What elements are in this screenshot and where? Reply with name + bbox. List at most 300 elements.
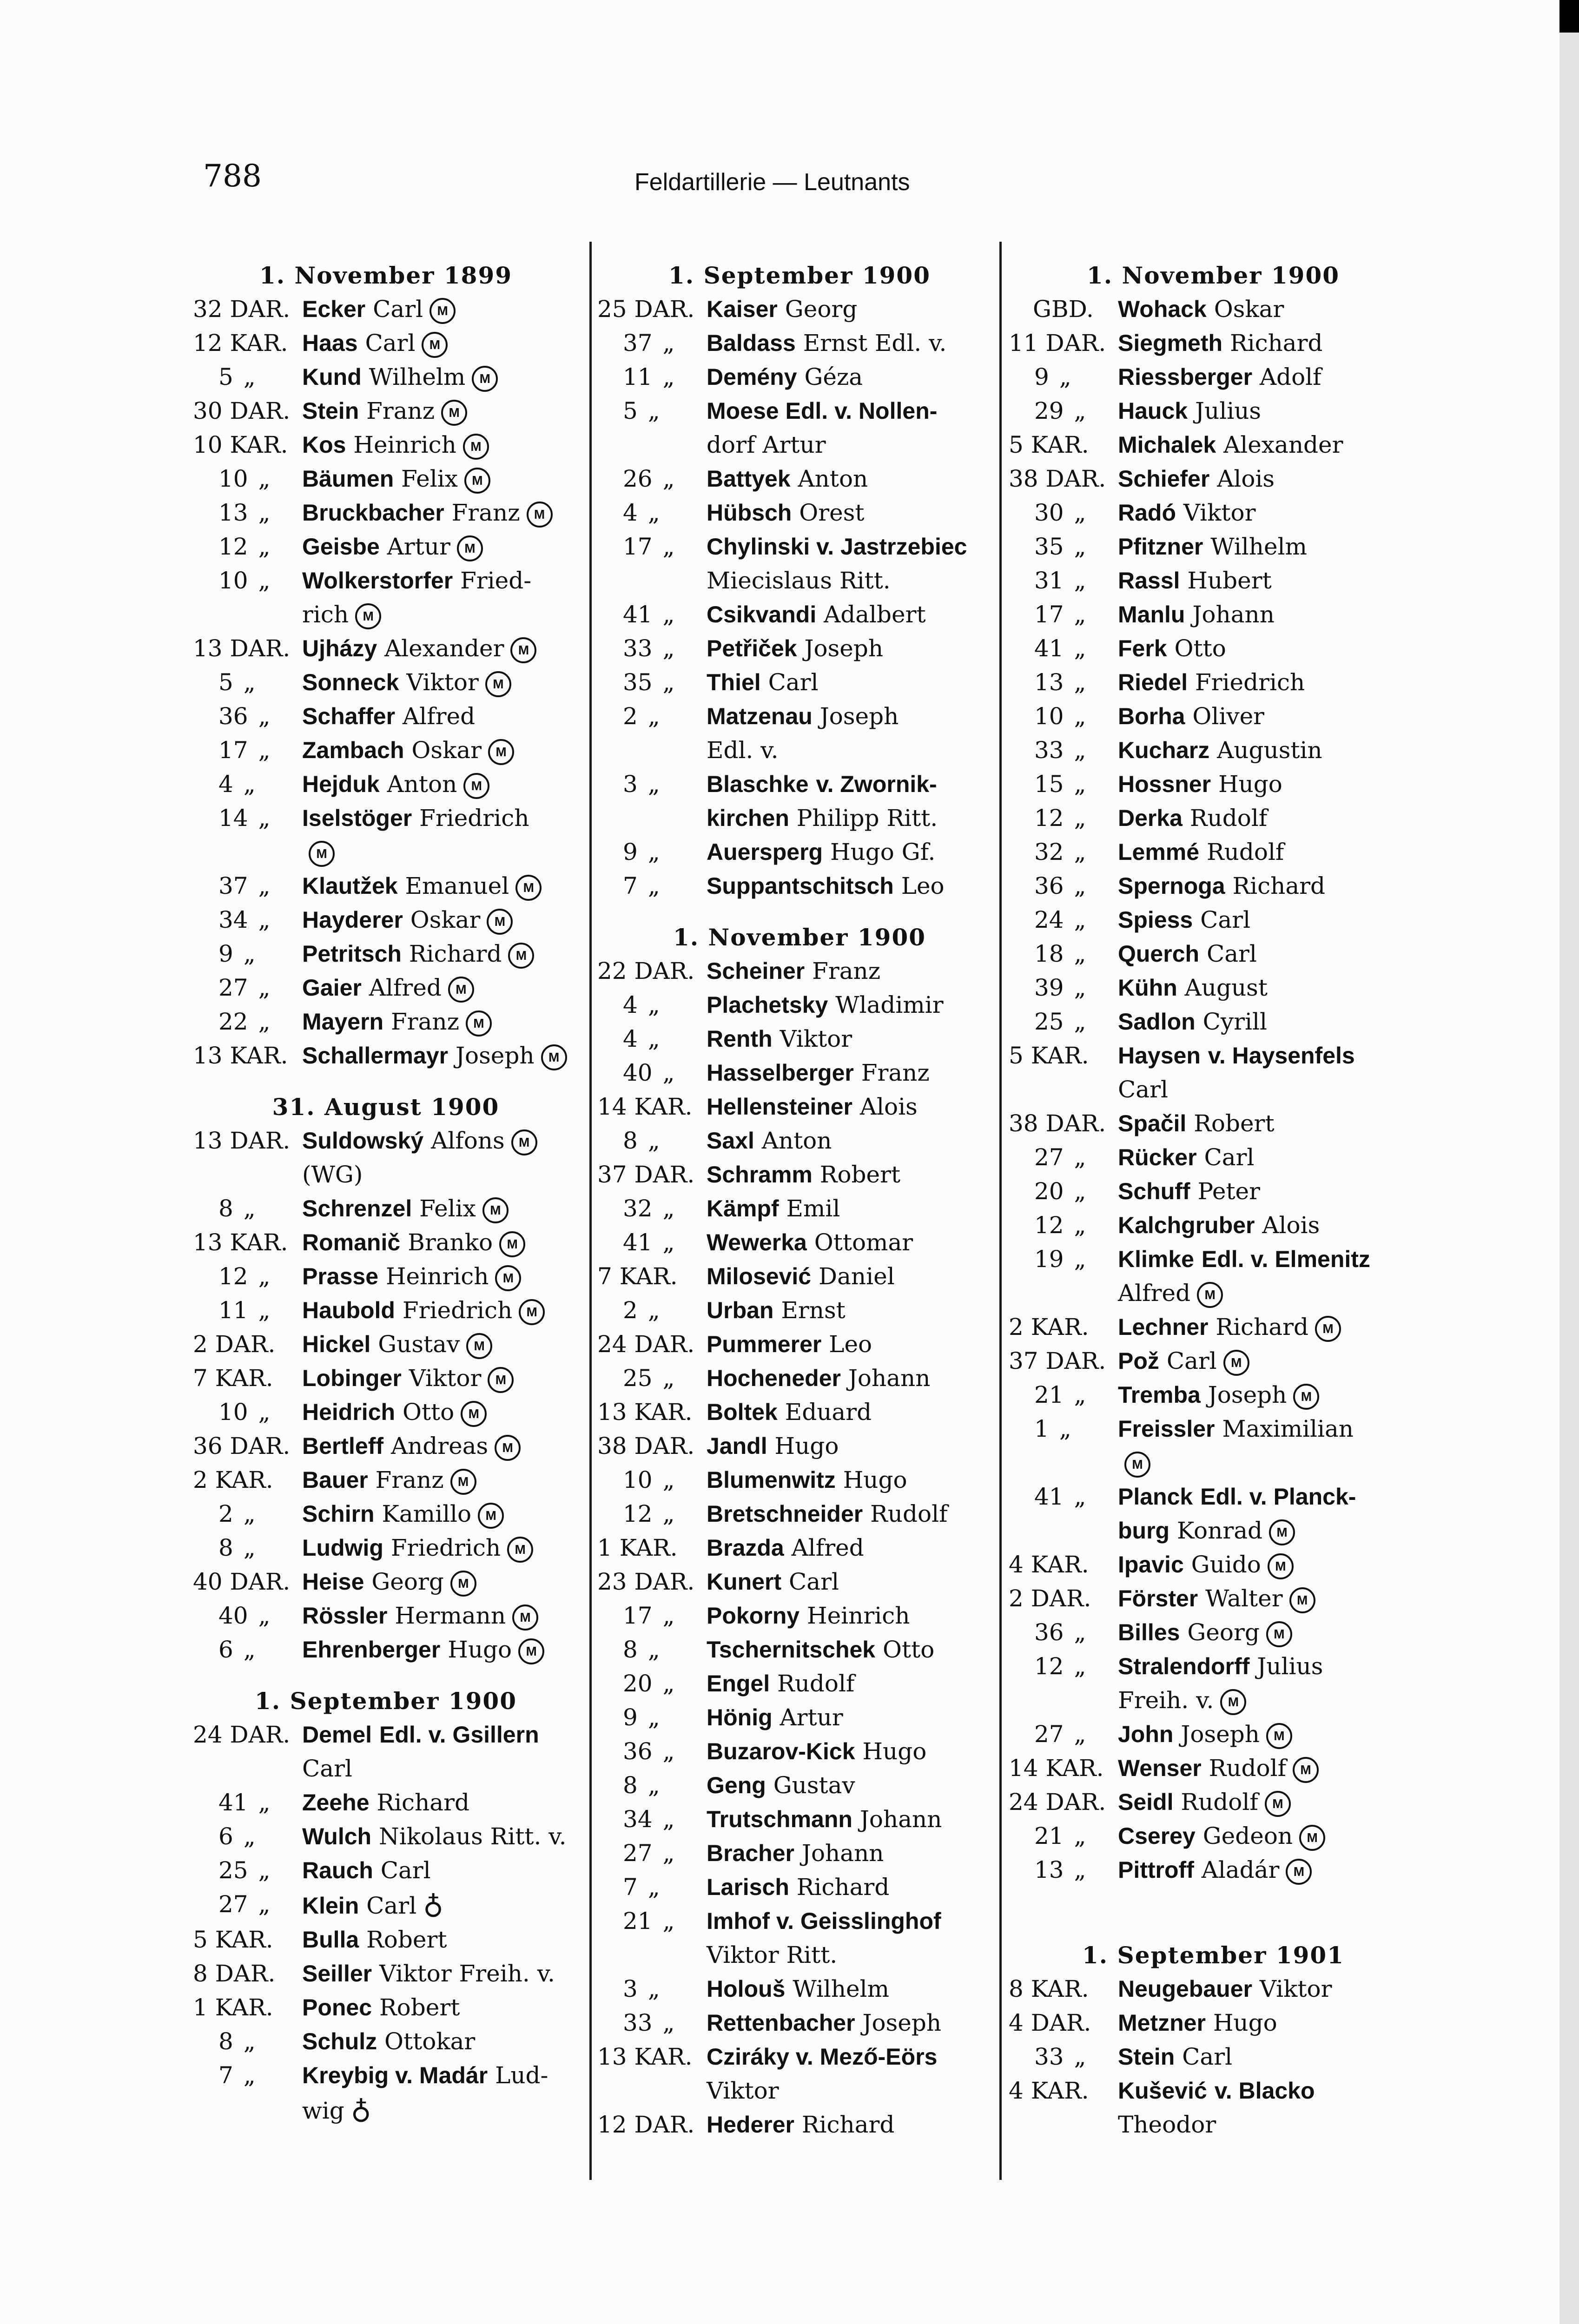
ditto-mark: „	[647, 1127, 660, 1154]
officer-name: Sadlon	[1118, 1009, 1196, 1035]
officer-name: Ipavic	[1118, 1552, 1184, 1578]
entry-text	[707, 1294, 1002, 1327]
given-name: Rudolf	[1209, 1755, 1287, 1782]
entry-text	[1118, 801, 1418, 835]
given-name: v. Zwornik-	[816, 771, 937, 797]
entry-text	[302, 394, 579, 428]
decoration-mark-icon: M	[429, 298, 456, 324]
list-item	[193, 1888, 579, 1923]
unit-number-value: 34	[623, 1806, 653, 1833]
given-name: Adolf	[1259, 363, 1321, 390]
entry-text	[1118, 462, 1418, 496]
decoration-mark-icon: M	[1269, 1519, 1295, 1545]
list-item	[1009, 1208, 1418, 1242]
unit-number	[1009, 632, 1118, 666]
unit-number	[597, 496, 707, 530]
unit-number	[193, 1854, 302, 1888]
officer-name: Schaffer	[302, 703, 396, 729]
entry-text	[707, 700, 1002, 733]
officer-name: Boltek	[707, 1399, 778, 1425]
list-item	[193, 530, 579, 564]
unit-number	[597, 1836, 707, 1870]
list-item	[193, 1226, 579, 1260]
decoration-mark-icon: M	[450, 1571, 476, 1597]
entry-text	[707, 835, 1002, 869]
unit-number-value: 21	[623, 1908, 653, 1934]
entry-text	[1118, 292, 1418, 326]
decoration-mark-icon: M	[355, 603, 381, 629]
unit-number: 24 DAR.	[1009, 1789, 1106, 1816]
officer-name: Schiefer	[1118, 466, 1210, 492]
given-name: Viktor	[409, 1365, 482, 1392]
entry-text	[302, 326, 579, 360]
unit-number	[597, 326, 707, 360]
unit-number	[1009, 1175, 1118, 1208]
given-name: Carl	[1206, 940, 1257, 967]
unit-number: 25 DAR.	[597, 296, 695, 323]
decoration-mark-icon: M	[495, 1435, 521, 1461]
entry-text	[302, 1429, 579, 1463]
list-item	[193, 394, 579, 428]
entry-text	[1118, 1853, 1418, 1887]
section-heading: 1. September 1900	[255, 1687, 517, 1715]
unit-number-value: 13	[1034, 1856, 1064, 1883]
list-item	[597, 326, 1002, 360]
officer-name: Hossner	[1118, 771, 1211, 797]
entry-text	[1118, 2074, 1418, 2108]
given-name: Edl. v.	[707, 737, 779, 764]
unit-number	[597, 1972, 707, 2006]
officer-name: Auersperg	[707, 839, 823, 865]
entry-text	[1118, 733, 1418, 767]
unit-number-value: 36	[1034, 1619, 1064, 1646]
given-name: Orest	[799, 499, 865, 526]
list-item	[193, 1923, 579, 1957]
given-name: Friedrich	[419, 805, 529, 832]
officer-name: Riedel	[1118, 669, 1188, 695]
officer-name: Planck	[1118, 1484, 1193, 1510]
entry-text	[1118, 666, 1418, 700]
entry-text	[707, 1022, 1002, 1056]
given-name: Richard	[1229, 330, 1323, 357]
entry-text	[1118, 1751, 1418, 1785]
entry-text	[1118, 1684, 1418, 1717]
section-heading: 1. September 1900	[668, 262, 931, 289]
list-item	[597, 1667, 1002, 1701]
ditto-mark: „	[1074, 771, 1086, 798]
officer-name: Hederer	[707, 2112, 794, 2138]
unit-number-value: 9	[623, 838, 638, 865]
given-name: Felix	[401, 465, 458, 492]
decoration-mark-icon: M	[441, 400, 467, 426]
unit-number	[597, 801, 707, 835]
ditto-mark: „	[243, 1823, 256, 1850]
ditto-mark: „	[647, 397, 660, 424]
given-name: Hugo	[1213, 2009, 1277, 2036]
entry-text	[707, 2040, 1002, 2074]
given-name: Franz	[861, 1059, 930, 1086]
given-name: Hugo	[843, 1466, 907, 1493]
entry-text	[302, 700, 579, 733]
entry-text	[1118, 598, 1418, 632]
unit-number	[1009, 801, 1118, 835]
ditto-mark: „	[243, 1195, 256, 1222]
given-name: Otto	[402, 1399, 455, 1426]
unit-number	[597, 1056, 707, 1090]
list-item	[1009, 1616, 1418, 1650]
section-heading: 1. November 1900	[673, 924, 926, 951]
unit-number	[1009, 666, 1118, 700]
entry-text	[707, 1904, 1002, 1938]
unit-number-value: 9	[623, 1704, 638, 1731]
officer-name: Zeehe	[302, 1789, 370, 1816]
unit-number: 30 DAR.	[193, 397, 291, 424]
unit-number	[193, 2059, 302, 2093]
killed-mark-icon: ♁	[350, 2093, 371, 2126]
unit-number-value: 17	[218, 737, 248, 764]
unit-number	[193, 1752, 302, 1786]
entry-text	[1118, 1344, 1418, 1378]
unit-number-value: 21	[1034, 1822, 1064, 1849]
given-name: Miecislaus Ritt.	[707, 567, 891, 594]
ditto-mark: „	[647, 991, 660, 1018]
entry-text	[1118, 428, 1418, 462]
unit-number-value: 3	[623, 1975, 638, 2002]
list-item	[1009, 1650, 1418, 1684]
unit-number-value: 17	[623, 1602, 653, 1629]
entry-text	[1118, 2006, 1418, 2040]
list-item	[597, 1056, 1002, 1090]
unit-number-value: 8	[623, 1772, 638, 1799]
list-item	[1009, 835, 1418, 869]
given-name: Branko	[408, 1229, 493, 1256]
unit-number	[597, 2074, 707, 2108]
decoration-mark-icon: M	[485, 671, 511, 697]
list-item	[1009, 971, 1418, 1005]
given-name: rich	[302, 601, 349, 628]
officer-name: Battyek	[707, 466, 791, 492]
entry-text	[1118, 326, 1418, 360]
ditto-mark: „	[258, 1789, 271, 1816]
given-name: dorf Artur	[707, 431, 826, 458]
ditto-mark: „	[1074, 1619, 1086, 1646]
unit-number: 8 KAR.	[1009, 1975, 1089, 2002]
given-name: Alfons	[431, 1127, 505, 1154]
officer-name: Cserey	[1118, 1823, 1196, 1849]
list-item	[193, 598, 579, 632]
ditto-mark: „	[243, 771, 256, 798]
unit-number-value: 20	[1034, 1178, 1064, 1205]
officer-name: Spernoga	[1118, 873, 1225, 899]
unit-number	[1009, 530, 1118, 564]
ditto-mark: „	[662, 533, 675, 560]
list-item	[193, 1991, 579, 2025]
unit-number: 13 KAR.	[193, 1229, 288, 1256]
entry-text	[1118, 971, 1418, 1005]
decoration-mark-icon: M	[1266, 1621, 1292, 1647]
unit-number: 4 DAR.	[1009, 2009, 1091, 2036]
given-name: Lud-	[495, 2062, 548, 2089]
list-item	[193, 1752, 579, 1786]
officer-name: Klein	[302, 1893, 359, 1919]
given-name: Carl	[1118, 1076, 1168, 1103]
list-item	[193, 1633, 579, 1667]
unit-number	[1009, 1819, 1118, 1853]
entry-text	[302, 1599, 579, 1633]
officer-name: Siegmeth	[1118, 330, 1223, 356]
unit-number-value: 19	[1034, 1246, 1064, 1273]
given-name: Joseph	[862, 2009, 942, 2036]
given-name: Heinrich	[353, 431, 456, 458]
entry-text	[707, 564, 1002, 598]
given-name: Hugo	[1218, 771, 1282, 798]
list-item	[193, 2093, 579, 2128]
officer-name: Bertleff	[302, 1433, 384, 1459]
unit-number-value: 9	[218, 940, 233, 967]
list-item	[193, 496, 579, 530]
ditto-mark: „	[662, 1195, 675, 1222]
unit-number: 2 KAR.	[193, 1466, 273, 1493]
entry-text	[302, 767, 579, 801]
given-name: Leo	[901, 872, 945, 899]
given-name: Anton	[387, 771, 457, 798]
given-name: Hugo Gf.	[830, 838, 936, 865]
officer-name: Haubold	[302, 1297, 395, 1323]
entry-text	[302, 1854, 579, 1888]
unit-number	[1009, 733, 1118, 767]
list-item	[597, 1565, 1002, 1599]
decoration-mark-icon: M	[512, 1604, 538, 1631]
entry-text	[302, 1395, 579, 1429]
officer-name: Geisbe	[302, 534, 380, 560]
unit-number: 5 KAR.	[1009, 1042, 1089, 1069]
running-title: Feldartillerie — Leutnants	[634, 169, 910, 196]
officer-name: Kreybig v. Madár	[302, 2062, 488, 2088]
officer-name: Tschernitschek	[707, 1637, 876, 1663]
entry-text	[302, 1124, 579, 1158]
unit-number	[1009, 1276, 1118, 1310]
unit-number	[1009, 1005, 1118, 1039]
unit-number	[193, 903, 302, 937]
unit-number	[597, 1294, 707, 1327]
given-name: Adalbert	[824, 601, 926, 628]
unit-number	[193, 1158, 302, 1192]
unit-number-value: 27	[218, 1891, 248, 1918]
given-name: Hugo	[774, 1433, 839, 1459]
entry-text	[707, 1972, 1002, 2006]
decoration-mark-icon: M	[1223, 1350, 1249, 1376]
list-item	[193, 1463, 579, 1497]
entry-text	[707, 394, 1002, 428]
unit-number-value: 11	[623, 363, 653, 390]
entry-text	[707, 2074, 1002, 2108]
unit-number	[597, 1870, 707, 1904]
unit-number-value: 5	[218, 669, 233, 696]
officer-name: Lobinger	[302, 1365, 402, 1391]
list-item	[193, 733, 579, 767]
officer-name: Klimke	[1118, 1246, 1194, 1272]
unit-number-value: 12	[1034, 805, 1064, 832]
entry-text	[302, 564, 579, 598]
given-name: Julius	[1257, 1653, 1323, 1680]
ditto-mark: „	[258, 906, 271, 933]
unit-number-value: 27	[218, 974, 248, 1001]
given-name: Heinrich	[806, 1602, 910, 1629]
unit-number-value: 25	[218, 1857, 248, 1884]
officer-name: Borha	[1118, 703, 1185, 729]
ditto-mark: „	[647, 703, 660, 730]
officer-name: Schuff	[1118, 1178, 1190, 1204]
unit-number: 22 DAR.	[597, 957, 695, 984]
given-name: Aladár	[1201, 1856, 1280, 1883]
unit-number-value: 8	[623, 1636, 638, 1663]
officer-name: Spačil	[1118, 1110, 1187, 1136]
unit-number-value: 12	[218, 533, 248, 560]
entry-text	[707, 869, 1002, 903]
given-name: Alfred	[402, 703, 476, 730]
given-name: Viktor	[406, 669, 479, 696]
list-item	[1009, 1107, 1418, 1141]
given-name: Ernst Edl. v.	[803, 330, 947, 357]
entry-text	[1118, 496, 1418, 530]
ditto-mark: „	[662, 601, 675, 628]
given-name: Franz	[390, 1008, 459, 1035]
given-name: Richard	[377, 1789, 469, 1816]
decoration-mark-icon: M	[1197, 1282, 1223, 1308]
ditto-mark: „	[243, 1636, 256, 1663]
list-item	[193, 801, 579, 835]
officer-name: Ecker	[302, 296, 366, 322]
decoration-mark-icon: M	[507, 1537, 533, 1563]
officer-name: Manlu	[1118, 601, 1185, 627]
given-name: Johann	[859, 1806, 942, 1833]
officer-name: Rettenbacher	[707, 2010, 855, 2036]
officer-name: Urban	[707, 1297, 774, 1323]
unit-number: GBD.	[1033, 296, 1094, 323]
unit-number-value: 27	[623, 1840, 653, 1867]
given-name: Friedrich	[390, 1534, 501, 1561]
given-name: Alois	[1262, 1212, 1320, 1239]
entry-text	[302, 835, 579, 869]
decoration-mark-icon: M	[472, 366, 498, 392]
list-item	[193, 360, 579, 394]
decoration-mark-icon: M	[309, 841, 335, 867]
ditto-mark: „	[258, 737, 271, 764]
unit-number-value: 17	[623, 533, 653, 560]
given-name: Wilhelm	[369, 363, 466, 390]
list-item	[597, 835, 1002, 869]
given-name: Richard	[801, 2111, 895, 2138]
officer-name: Ludwig	[302, 1535, 383, 1561]
entry-text	[707, 1870, 1002, 1904]
officer-name: Bruckbacher	[302, 500, 444, 526]
unit-number	[193, 2025, 302, 2059]
unit-number-value: 25	[1034, 1008, 1064, 1035]
officer-name: Brazda	[707, 1535, 784, 1561]
unit-number-value: 31	[1034, 567, 1064, 594]
ditto-mark: „	[243, 940, 256, 967]
unit-number	[193, 733, 302, 767]
given-name: v. Haysenfels	[1208, 1043, 1355, 1069]
entry-text	[1118, 1446, 1418, 1480]
officer-name: Larisch	[707, 1874, 789, 1900]
officer-name: Stralendorff	[1118, 1653, 1250, 1679]
unit-number	[597, 530, 707, 564]
given-name: Guido	[1191, 1551, 1261, 1578]
list-item	[597, 496, 1002, 530]
unit-number: 7 KAR.	[193, 1365, 273, 1392]
officer-name: Bäumen	[302, 466, 394, 492]
entry-text	[1118, 1972, 1418, 2006]
officer-name: Suppantschitsch	[707, 873, 894, 899]
entry-text	[707, 428, 1002, 462]
entry-text	[302, 1957, 579, 1991]
unit-number	[193, 360, 302, 394]
ditto-mark: „	[1074, 1008, 1086, 1035]
officer-name: burg	[1118, 1518, 1170, 1544]
unit-number: 2 DAR.	[193, 1331, 276, 1358]
officer-name: Lemmé	[1118, 839, 1200, 865]
entry-text	[302, 1752, 579, 1786]
unit-number-value: 37	[623, 330, 653, 357]
officer-name: Rücker	[1118, 1144, 1197, 1170]
entry-text	[1118, 1650, 1418, 1684]
officer-name: Matzenau	[707, 703, 813, 729]
unit-number-value: 4	[623, 991, 638, 1018]
unit-number	[597, 360, 707, 394]
given-name: Freih. v.	[1118, 1687, 1214, 1714]
entry-text	[1118, 530, 1418, 564]
entry-text	[1118, 1107, 1418, 1141]
officer-name: Förster	[1118, 1585, 1198, 1611]
unit-number	[597, 462, 707, 496]
entry-text	[1118, 1717, 1418, 1751]
entry-text	[302, 1991, 579, 2025]
officer-name: Blaschke	[707, 771, 809, 797]
unit-number: 37 DAR.	[597, 1161, 695, 1188]
entry-text	[707, 1395, 1002, 1429]
given-name: Carl	[365, 330, 416, 357]
ditto-mark: „	[647, 771, 660, 798]
unit-number-value: 34	[218, 906, 248, 933]
unit-number	[597, 869, 707, 903]
unit-number	[1009, 835, 1118, 869]
officer-name: Gaier	[302, 975, 362, 1001]
list-item	[1009, 1039, 1418, 1073]
given-name: Alexander	[384, 635, 504, 662]
officer-name: Ponec	[302, 1994, 372, 2020]
list-item	[597, 1192, 1002, 1226]
entry-text	[707, 666, 1002, 700]
list-item	[597, 1327, 1002, 1361]
ditto-mark: „	[1074, 940, 1086, 967]
officer-name: Pittroff	[1118, 1857, 1194, 1883]
entry-text	[707, 530, 1002, 564]
list-item	[597, 767, 1002, 801]
officer-name: Geng	[707, 1772, 766, 1798]
officer-name: Kucharz	[1118, 737, 1210, 763]
given-name: Viktor	[780, 1025, 852, 1052]
unit-number	[193, 598, 302, 632]
list-item	[1009, 1480, 1418, 1514]
officer-name: Klautžek	[302, 873, 398, 899]
list-item	[1009, 496, 1418, 530]
list-item	[597, 1158, 1002, 1192]
given-name: Nikolaus Ritt. v.	[378, 1823, 567, 1850]
entry-text	[707, 1769, 1002, 1802]
officer-name: Seidl	[1118, 1789, 1174, 1815]
unit-number	[597, 700, 707, 733]
